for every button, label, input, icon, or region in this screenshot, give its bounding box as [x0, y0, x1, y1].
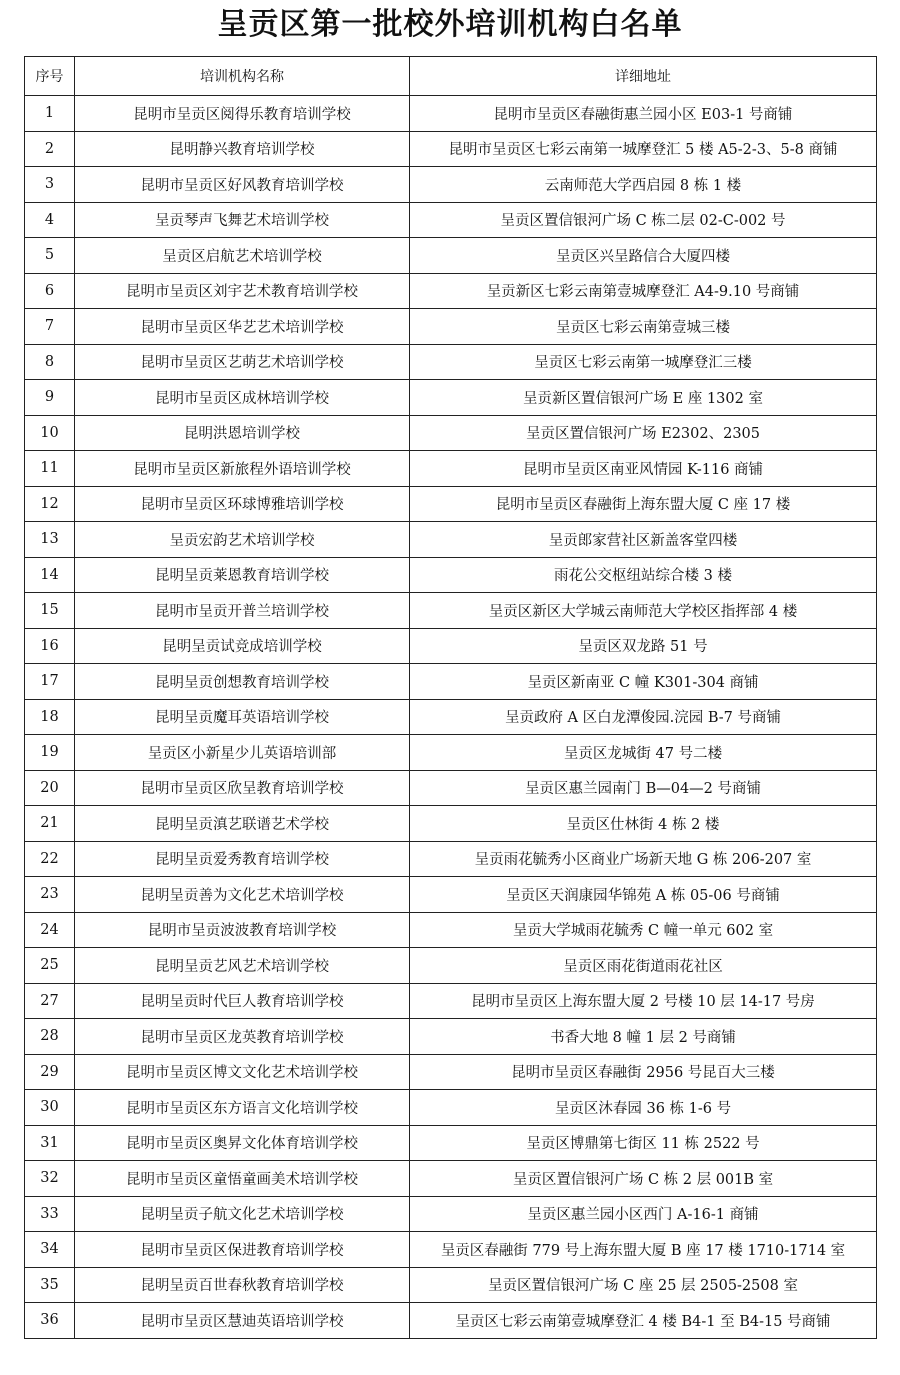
cell-address: 书香大地 8 幢 1 层 2 号商铺 [410, 1019, 877, 1055]
table-row [25, 735, 877, 771]
cell-no: 18 [25, 699, 75, 735]
cell-address: 呈贡政府 A 区白龙潭俊园.浣园 B-7 号商铺 [410, 699, 877, 735]
header-name: 培训机构名称 [75, 57, 410, 96]
table-row [25, 273, 877, 309]
cell-address: 呈贡新区置信银河广场 E 座 1302 室 [410, 380, 877, 416]
cell-name: 昆明市呈贡区环球博雅培训学校 [75, 486, 410, 522]
cell-name: 昆明呈贡百世春秋教育培训学校 [75, 1267, 410, 1303]
table-row [25, 1196, 877, 1232]
cell-no: 17 [25, 664, 75, 700]
cell-address: 呈贡区置信银河广场 C 栋 2 层 001B 室 [410, 1161, 877, 1197]
cell-no: 28 [25, 1019, 75, 1055]
table-row [25, 1090, 877, 1126]
cell-no: 12 [25, 486, 75, 522]
table-row [25, 344, 877, 380]
table-row [25, 451, 877, 487]
table-row [25, 1161, 877, 1197]
table-row [25, 948, 877, 984]
cell-no: 25 [25, 948, 75, 984]
table-row [25, 877, 877, 913]
table-row [25, 167, 877, 203]
cell-address: 呈贡区沐春园 36 栋 1-6 号 [410, 1090, 877, 1126]
cell-no: 20 [25, 770, 75, 806]
cell-address: 呈贡区惠兰园南门 B—04—2 号商铺 [410, 770, 877, 806]
cell-address: 昆明市呈贡区春融街上海东盟大厦 C 座 17 楼 [410, 486, 877, 522]
cell-name: 昆明呈贡善为文化艺术培训学校 [75, 877, 410, 913]
cell-name: 昆明市呈贡区保进教育培训学校 [75, 1232, 410, 1268]
cell-name: 呈贡区小新星少儿英语培训部 [75, 735, 410, 771]
cell-name: 昆明市呈贡区童悟童画美术培训学校 [75, 1161, 410, 1197]
cell-no: 19 [25, 735, 75, 771]
cell-name: 昆明市呈贡区华艺艺术培训学校 [75, 309, 410, 345]
cell-no: 31 [25, 1125, 75, 1161]
cell-no: 30 [25, 1090, 75, 1126]
cell-address: 呈贡区置信银河广场 C 座 25 层 2505-2508 室 [410, 1267, 877, 1303]
cell-name: 昆明呈贡艺风艺术培训学校 [75, 948, 410, 984]
cell-address: 昆明市呈贡区上海东盟大厦 2 号楼 10 层 14-17 号房 [410, 983, 877, 1019]
cell-address: 呈贡区置信银河广场 E2302、2305 [410, 415, 877, 451]
cell-name: 呈贡宏韵艺术培训学校 [75, 522, 410, 558]
cell-name: 昆明市呈贡区奥昇文化体育培训学校 [75, 1125, 410, 1161]
table-row [25, 1303, 877, 1339]
cell-name: 昆明市呈贡区东方语言文化培训学校 [75, 1090, 410, 1126]
table-row [25, 841, 877, 877]
cell-address: 呈贡雨花毓秀小区商业广场新天地 G 栋 206-207 室 [410, 841, 877, 877]
table-row [25, 557, 877, 593]
cell-address: 云南师范大学西启园 8 栋 1 楼 [410, 167, 877, 203]
cell-name: 昆明市呈贡区刘宇艺术教育培训学校 [75, 273, 410, 309]
cell-address: 呈贡新区七彩云南第壹城摩登汇 A4-9.10 号商铺 [410, 273, 877, 309]
cell-no: 13 [25, 522, 75, 558]
table-row [25, 983, 877, 1019]
table-row [25, 806, 877, 842]
cell-no: 9 [25, 380, 75, 416]
cell-no: 24 [25, 912, 75, 948]
cell-address: 呈贡区置信银河广场 C 栋二层 02-C-002 号 [410, 202, 877, 238]
cell-address: 呈贡区惠兰园小区西门 A-16-1 商铺 [410, 1196, 877, 1232]
cell-address: 昆明市呈贡区七彩云南第一城摩登汇 5 楼 A5-2-3、5-8 商铺 [410, 131, 877, 167]
cell-no: 14 [25, 557, 75, 593]
table-row [25, 486, 877, 522]
cell-no: 10 [25, 415, 75, 451]
cell-address: 呈贡区七彩云南第壹城摩登汇 4 楼 B4-1 至 B4-15 号商铺 [410, 1303, 877, 1339]
cell-address: 昆明市呈贡区南亚风情园 K-116 商铺 [410, 451, 877, 487]
table-row [25, 1267, 877, 1303]
cell-name: 昆明市呈贡区欣呈教育培训学校 [75, 770, 410, 806]
cell-name: 昆明市呈贡区博文文化艺术培训学校 [75, 1054, 410, 1090]
cell-name: 呈贡区启航艺术培训学校 [75, 238, 410, 274]
table-row [25, 699, 877, 735]
cell-no: 3 [25, 167, 75, 203]
table-row [25, 1125, 877, 1161]
cell-no: 6 [25, 273, 75, 309]
table-row [25, 1054, 877, 1090]
table-row [25, 628, 877, 664]
table-header [25, 57, 877, 96]
table-row [25, 415, 877, 451]
cell-address: 呈贡大学城雨花毓秀 C 幢一单元 602 室 [410, 912, 877, 948]
cell-no: 27 [25, 983, 75, 1019]
cell-name: 昆明市呈贡区慧迪英语培训学校 [75, 1303, 410, 1339]
header-no: 序号 [25, 57, 75, 96]
cell-name: 昆明呈贡子航文化艺术培训学校 [75, 1196, 410, 1232]
table-row [25, 912, 877, 948]
cell-address: 呈贡区新南亚 C 幢 K301-304 商铺 [410, 664, 877, 700]
cell-no: 23 [25, 877, 75, 913]
cell-address: 昆明市呈贡区春融街惠兰园小区 E03-1 号商铺 [410, 96, 877, 132]
cell-address: 呈贡区博鼎第七街区 11 栋 2522 号 [410, 1125, 877, 1161]
cell-address: 呈贡区七彩云南第壹城三楼 [410, 309, 877, 345]
whitelist-table [24, 56, 877, 1339]
cell-no: 36 [25, 1303, 75, 1339]
cell-address: 呈贡区双龙路 51 号 [410, 628, 877, 664]
table-row [25, 131, 877, 167]
cell-address: 呈贡区七彩云南第一城摩登汇三楼 [410, 344, 877, 380]
cell-no: 5 [25, 238, 75, 274]
cell-name: 呈贡琴声飞舞艺术培训学校 [75, 202, 410, 238]
cell-name: 昆明市呈贡开普兰培训学校 [75, 593, 410, 629]
cell-name: 昆明市呈贡波波教育培训学校 [75, 912, 410, 948]
table-row [25, 1019, 877, 1055]
page-title: 呈贡区第一批校外培训机构白名单 [217, 7, 683, 42]
cell-no: 1 [25, 96, 75, 132]
table-row [25, 96, 877, 132]
cell-name: 昆明市呈贡区龙英教育培训学校 [75, 1019, 410, 1055]
cell-no: 34 [25, 1232, 75, 1268]
table-body [25, 96, 877, 1339]
table-row [25, 770, 877, 806]
table-row [25, 1232, 877, 1268]
cell-address: 呈贡区天润康园华锦苑 A 栋 05-06 号商铺 [410, 877, 877, 913]
cell-address: 呈贡区龙城街 47 号二楼 [410, 735, 877, 771]
cell-no: 2 [25, 131, 75, 167]
cell-address: 雨花公交枢纽站综合楼 3 楼 [410, 557, 877, 593]
cell-no: 29 [25, 1054, 75, 1090]
cell-name: 昆明市呈贡区阅得乐教育培训学校 [75, 96, 410, 132]
cell-name: 昆明呈贡创想教育培训学校 [75, 664, 410, 700]
table-row [25, 593, 877, 629]
cell-address: 呈贡郎家营社区新盖客堂四楼 [410, 522, 877, 558]
cell-no: 7 [25, 309, 75, 345]
cell-address: 呈贡区仕林街 4 栋 2 楼 [410, 806, 877, 842]
cell-address: 呈贡区雨花街道雨花社区 [410, 948, 877, 984]
cell-name: 昆明静兴教育培训学校 [75, 131, 410, 167]
cell-name: 昆明呈贡爱秀教育培训学校 [75, 841, 410, 877]
table-row [25, 202, 877, 238]
cell-name: 昆明洪恩培训学校 [75, 415, 410, 451]
table-row [25, 309, 877, 345]
cell-address: 呈贡区兴呈路信合大厦四楼 [410, 238, 877, 274]
cell-no: 32 [25, 1161, 75, 1197]
header-row [25, 57, 877, 96]
cell-address: 呈贡区新区大学城云南师范大学校区指挥部 4 楼 [410, 593, 877, 629]
cell-no: 33 [25, 1196, 75, 1232]
cell-no: 11 [25, 451, 75, 487]
cell-address: 呈贡区春融街 779 号上海东盟大厦 B 座 17 楼 1710-1714 室 [410, 1232, 877, 1268]
cell-no: 16 [25, 628, 75, 664]
cell-name: 昆明呈贡滇艺联谱艺术学校 [75, 806, 410, 842]
cell-name: 昆明呈贡魔耳英语培训学校 [75, 699, 410, 735]
cell-no: 35 [25, 1267, 75, 1303]
cell-name: 昆明呈贡试竞成培训学校 [75, 628, 410, 664]
cell-name: 昆明市呈贡区好风教育培训学校 [75, 167, 410, 203]
cell-no: 15 [25, 593, 75, 629]
cell-no: 22 [25, 841, 75, 877]
header-address: 详细地址 [410, 57, 877, 96]
cell-name: 昆明呈贡莱恩教育培训学校 [75, 557, 410, 593]
table-row [25, 380, 877, 416]
cell-name: 昆明市呈贡区成林培训学校 [75, 380, 410, 416]
cell-address: 昆明市呈贡区春融街 2956 号昆百大三楼 [410, 1054, 877, 1090]
cell-no: 4 [25, 202, 75, 238]
cell-name: 昆明市呈贡区新旅程外语培训学校 [75, 451, 410, 487]
table-row [25, 664, 877, 700]
cell-name: 昆明呈贡时代巨人教育培训学校 [75, 983, 410, 1019]
table-row [25, 238, 877, 274]
cell-no: 8 [25, 344, 75, 380]
cell-name: 昆明市呈贡区艺萌艺术培训学校 [75, 344, 410, 380]
cell-no: 21 [25, 806, 75, 842]
table-row [25, 522, 877, 558]
